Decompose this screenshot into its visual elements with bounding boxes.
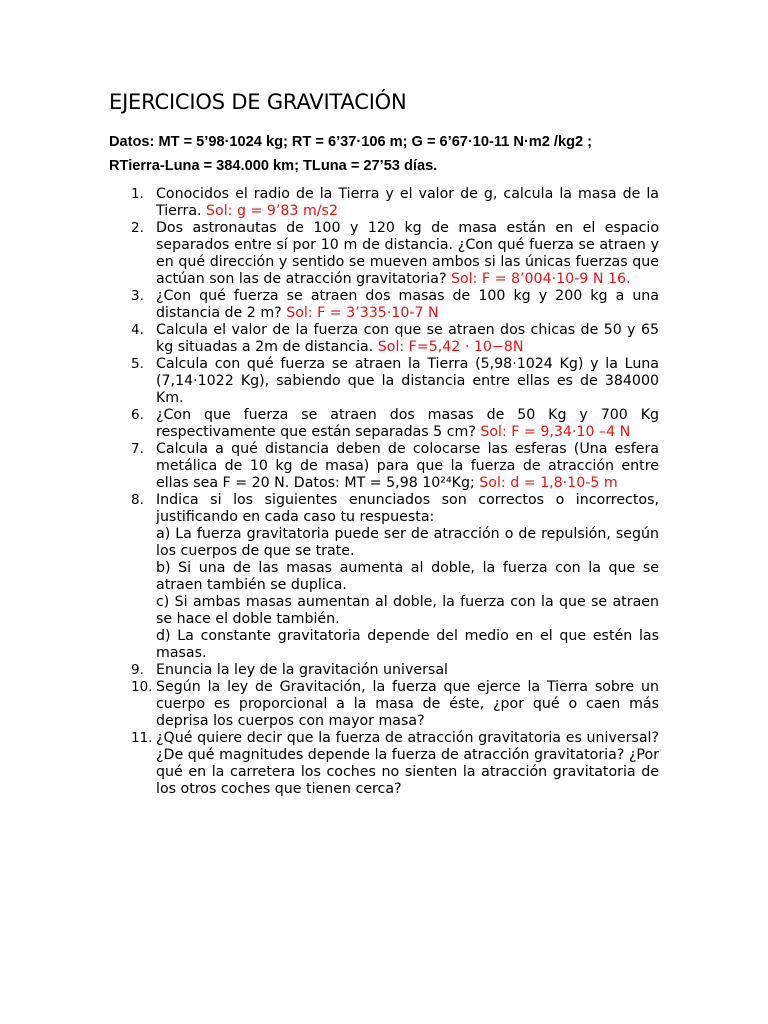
exercise-item-11 xyxy=(109,730,659,798)
exercise-number: 2. xyxy=(131,220,144,236)
data-block xyxy=(109,130,659,178)
exercise-item-5 xyxy=(109,356,659,407)
exercise-number: 7. xyxy=(131,441,144,457)
document-content xyxy=(109,88,659,798)
exercise-text: ¿Con qué fuerza se atraen dos masas de 100 kg y 200 kg a una distancia de 2 m? xyxy=(156,288,659,321)
exercise-number: 9. xyxy=(131,662,144,678)
exercise-number: 6. xyxy=(131,407,144,423)
exercise-part-b: b) Si una de las masas aumenta al doble, la fuerza con la que se atraen también se duplica. xyxy=(156,560,659,593)
exercise-item-2 xyxy=(109,220,659,288)
exercise-item-7 xyxy=(109,441,659,492)
data-line-1: Datos: MT = 5’98·1024 kg; RT = 6’37·106 m; G = 6’67·10-11 N·m2 /kg2 ; xyxy=(109,134,593,150)
exercise-number: 1. xyxy=(131,186,144,202)
exercise-number: 4. xyxy=(131,322,144,338)
exercise-text: Calcula a qué distancia deben de colocarse las esferas (Una esfera metálica de 10 kg de masa) para que la fuerza de atracción entre ellas sea F = 20 N. Datos: MT = 5,98 10²⁴Kg; xyxy=(156,441,659,491)
solution-text: Sol: F = 9,34·10 –4 N xyxy=(480,424,631,440)
solution-text: Sol: F=5,42 · 10−8N xyxy=(377,339,524,355)
exercise-text: Dos astronautas de 100 y 120 kg de masa están en el espacio separados entre sí por 10 m de distancia. ¿Con qué fuerza se atraen y en qué dirección y sentido se mueven ambos si las únicas fuerzas que actúan son las de atracción gravitatoria? xyxy=(156,220,659,287)
exercise-text: Indica si los siguientes enunciados son correctos o incorrectos, justificando en cada caso tu respuesta: xyxy=(156,492,659,525)
exercise-text: Calcula con qué fuerza se atraen la Tierra (5,98·1024 Kg) y la Luna (7,14·1022 Kg), sabiendo que la distancia entre ellas es de 384000 Km. xyxy=(156,356,659,406)
solution-text: Sol: F = 8’004·10-9 N 16. xyxy=(451,271,631,287)
solution-text: Sol: d = 1,8·10-5 m xyxy=(479,475,618,491)
data-line-2: RTierra-Luna = 384.000 km; TLuna = 27’53 días. xyxy=(109,158,438,174)
exercise-list xyxy=(109,186,659,798)
exercise-item-1 xyxy=(109,186,659,220)
exercise-part-c: c) Si ambas masas aumentan al doble, la fuerza con la que se atraen se hace el doble también. xyxy=(156,594,659,627)
exercise-item-6 xyxy=(109,407,659,441)
exercise-number: 3. xyxy=(131,288,144,304)
exercise-text: Enuncia la ley de la gravitación universal xyxy=(156,662,448,678)
exercise-text: Calcula el valor de la fuerza con que se atraen dos chicas de 50 y 65 kg situadas a 2m de distancia. xyxy=(156,322,659,355)
solution-text: Sol: F = 3’335·10-7 N xyxy=(286,305,439,321)
exercise-number: 11. xyxy=(131,730,153,746)
exercise-item-8 xyxy=(109,492,659,662)
exercise-part-d: d) La constante gravitatoria depende del medio en el que estén las masas. xyxy=(156,628,659,661)
page-title: EJERCICIOS DE GRAVITACIÓN xyxy=(109,90,407,114)
solution-text: Sol: g = 9’83 m/s2 xyxy=(206,203,338,219)
exercise-number: 5. xyxy=(131,356,144,372)
exercise-number: 10. xyxy=(131,679,153,695)
exercise-text: Según la ley de Gravitación, la fuerza que ejerce la Tierra sobre un cuerpo es proporcional a la masa de éste, ¿por qué o caen más deprisa los cuerpos con mayor masa? xyxy=(156,679,659,729)
exercise-item-3 xyxy=(109,288,659,322)
exercise-item-9 xyxy=(109,662,659,679)
exercise-text: Conocidos el radio de la Tierra y el valor de g, calcula la masa de la Tierra. xyxy=(156,186,659,219)
exercise-text: ¿Qué quiere decir que la fuerza de atracción gravitatoria es universal? ¿De qué magnitudes depende la fuerza de atracción gravitatoria? ¿Por qué en la carretera los coches no sienten la atracción gravitatoria de los otros coches que tienen cerca? xyxy=(156,730,659,797)
exercise-part-a: a) La fuerza gravitatoria puede ser de atracción o de repulsión, según los cuerpos de que se trate. xyxy=(156,526,659,559)
exercise-text: ¿Con que fuerza se atraen dos masas de 50 Kg y 700 Kg respectivamente que están separadas 5 cm? xyxy=(156,407,659,440)
exercise-number: 8. xyxy=(131,492,144,508)
exercise-item-4 xyxy=(109,322,659,356)
exercise-item-10 xyxy=(109,679,659,730)
